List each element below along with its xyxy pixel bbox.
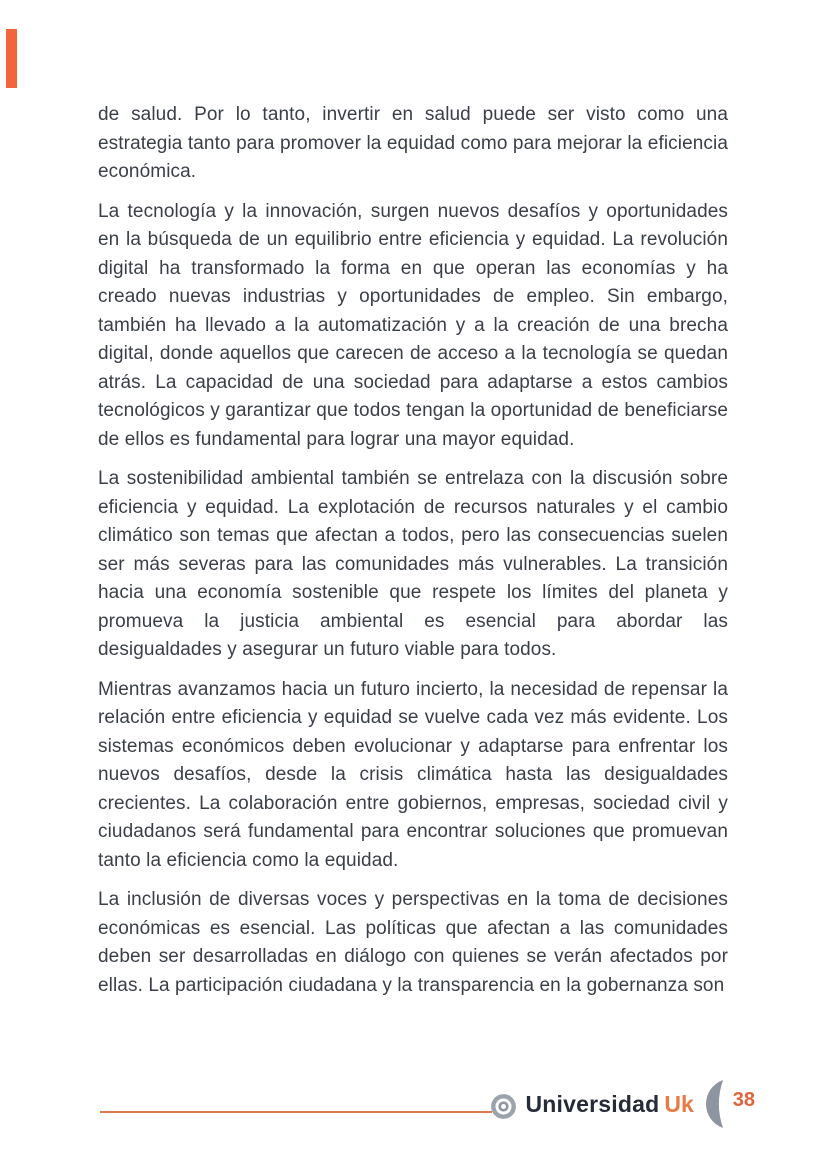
page-footer — [100, 1078, 755, 1130]
bookmark-marker — [6, 29, 17, 88]
brand-name: Universidad — [525, 1090, 660, 1117]
page-body-text — [98, 101, 728, 1011]
paragraph: La sostenibilidad ambiental también se entrelaza con la discusión sobre eficiencia y equidad. La explotación de recursos naturales y el cambio climático son temas que afectan a todos, pero las consecuencias suelen ser más severas para las comunidades más vulnerables. La transición hacia una economía sostenible que respete los límites del planeta y promueva la justicia ambiental es esencial para abordar las desigualdades y asegurar un futuro viable para todos. — [98, 468, 728, 660]
paragraph: La inclusión de diversas voces y perspectivas en la toma de decisiones económicas es esencial. Las políticas que afectan a las comunidades deben ser desarrolladas en diálogo con quienes se verán afectados por ellas. La participación ciudadana y la transparencia en la gobernanza son — [98, 889, 728, 996]
ring-icon — [490, 1093, 517, 1120]
paragraph: de salud. Por lo tanto, invertir en salud puede ser visto como una estrategia tanto para promover la equidad como para mejorar la eficiencia económica. — [98, 104, 728, 182]
crescent-icon — [706, 1080, 724, 1128]
brand-suffix: Uk — [664, 1090, 694, 1117]
footer-divider-line — [100, 1111, 492, 1113]
page-number: 38 — [732, 1088, 755, 1111]
paragraph: La tecnología y la innovación, surgen nuevos desafíos y oportunidades en la búsqueda de un equilibrio entre eficiencia y equidad. La revolución digital ha transformado la forma en que operan las economías y ha creado nuevas industrias y oportunidades de empleo. Sin embargo, también ha llevado a la automatización y a la creación de una brecha digital, donde aquellos que carecen de acceso a la tecnología se quedan atrás. La capacidad de una sociedad para adaptarse a estos cambios tecnológicos y garantizar que todos tengan la oportunidad de beneficiarse de ellos es fundamental para lograr una mayor equidad. — [98, 200, 728, 450]
paragraph: Mientras avanzamos hacia un futuro incierto, la necesidad de repensar la relación entre eficiencia y equidad se vuelve cada vez más evidente. Los sistemas económicos deben evolucionar y adaptarse para enfrentar los nuevos desafíos, desde la crisis climática hasta las desigualdades crecientes. La colaboración entre gobiernos, empresas, sociedad civil y ciudadanos será fundamental para encontrar soluciones que promuevan tanto la eficiencia como la equidad. — [98, 678, 728, 871]
